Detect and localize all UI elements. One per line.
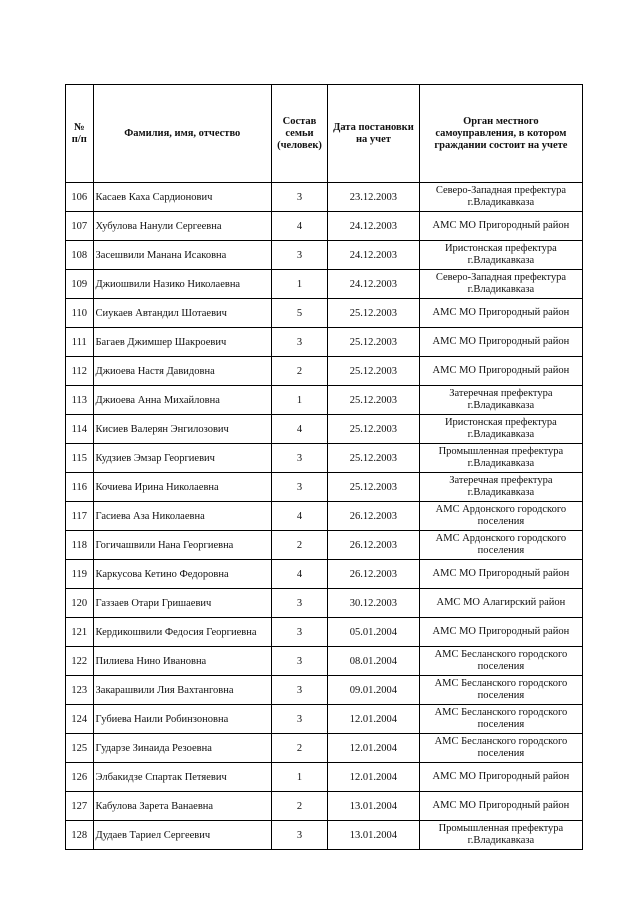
row-registration-date: 25.12.2003	[328, 357, 420, 386]
table-row	[66, 328, 583, 357]
row-full-name: Кудзиев Эмзар Георгиевич	[93, 444, 271, 473]
row-authority: АМС МО Пригородный район	[419, 299, 582, 328]
table-row	[66, 270, 583, 299]
row-authority: АМС Бесланского городского поселения	[419, 676, 582, 705]
row-number: 127	[66, 792, 94, 821]
row-family-size: 2	[271, 734, 327, 763]
table-row	[66, 676, 583, 705]
row-full-name: Джиоева Анна Михайловна	[93, 386, 271, 415]
row-family-size: 3	[271, 618, 327, 647]
row-full-name: Газзаев Отари Гришаевич	[93, 589, 271, 618]
row-family-size: 1	[271, 386, 327, 415]
row-registration-date: 09.01.2004	[328, 676, 420, 705]
row-family-size: 4	[271, 502, 327, 531]
row-registration-date: 25.12.2003	[328, 386, 420, 415]
row-authority: Северо-Западная префектура г.Владикавказа	[419, 270, 582, 299]
table-row	[66, 734, 583, 763]
table-row	[66, 531, 583, 560]
table-row	[66, 241, 583, 270]
row-authority: АМС МО Пригородный район	[419, 357, 582, 386]
table-row	[66, 183, 583, 212]
row-full-name: Гасиева Аза Николаевна	[93, 502, 271, 531]
row-family-size: 2	[271, 357, 327, 386]
row-number: 116	[66, 473, 94, 502]
table-row	[66, 792, 583, 821]
row-registration-date: 24.12.2003	[328, 241, 420, 270]
row-registration-date: 25.12.2003	[328, 444, 420, 473]
row-family-size: 4	[271, 415, 327, 444]
row-full-name: Элбакидзе Спартак Петяевич	[93, 763, 271, 792]
row-authority: Промышленная префектура г.Владикавказа	[419, 444, 582, 473]
row-full-name: Пилиева Нино Ивановна	[93, 647, 271, 676]
row-number: 119	[66, 560, 94, 589]
table-row	[66, 299, 583, 328]
table-row	[66, 444, 583, 473]
table-row	[66, 560, 583, 589]
row-registration-date: 13.01.2004	[328, 792, 420, 821]
row-registration-date: 25.12.2003	[328, 328, 420, 357]
row-full-name: Кердикошвили Федосия Георгиевна	[93, 618, 271, 647]
row-number: 120	[66, 589, 94, 618]
row-authority: Промышленная префектура г.Владикавказа	[419, 821, 582, 850]
row-family-size: 4	[271, 560, 327, 589]
row-full-name: Джиоева Настя Давидовна	[93, 357, 271, 386]
row-authority: АМС МО Пригородный район	[419, 560, 582, 589]
row-full-name: Гогичашвили Нана Георгиевна	[93, 531, 271, 560]
row-registration-date: 13.01.2004	[328, 821, 420, 850]
row-number: 124	[66, 705, 94, 734]
row-authority: АМС МО Пригородный район	[419, 792, 582, 821]
row-family-size: 3	[271, 328, 327, 357]
table-row	[66, 415, 583, 444]
row-full-name: Закарашвили Лия Вахтанговна	[93, 676, 271, 705]
row-family-size: 1	[271, 763, 327, 792]
row-registration-date: 12.01.2004	[328, 734, 420, 763]
row-authority: АМС МО Пригородный район	[419, 618, 582, 647]
table-row	[66, 647, 583, 676]
row-number: 117	[66, 502, 94, 531]
row-registration-date: 25.12.2003	[328, 299, 420, 328]
table-row	[66, 763, 583, 792]
row-number: 110	[66, 299, 94, 328]
row-authority: АМС МО Алагирский район	[419, 589, 582, 618]
row-family-size: 3	[271, 647, 327, 676]
row-family-size: 3	[271, 705, 327, 734]
row-authority: Затеречная префектура г.Владикавказа	[419, 473, 582, 502]
row-registration-date: 26.12.2003	[328, 531, 420, 560]
header-number: № п/п	[66, 85, 94, 183]
row-authority: АМС МО Пригородный район	[419, 212, 582, 241]
row-registration-date: 05.01.2004	[328, 618, 420, 647]
row-authority: Затеречная префектура г.Владикавказа	[419, 386, 582, 415]
row-full-name: Гударзе Зинаида Резоевна	[93, 734, 271, 763]
header-registration-date: Дата постановки на учет	[328, 85, 420, 183]
row-family-size: 2	[271, 792, 327, 821]
row-full-name: Губиева Наили Робинзоновна	[93, 705, 271, 734]
row-registration-date: 30.12.2003	[328, 589, 420, 618]
row-number: 111	[66, 328, 94, 357]
table-row	[66, 821, 583, 850]
row-registration-date: 25.12.2003	[328, 473, 420, 502]
row-full-name: Кисиев Валерян Энгилозович	[93, 415, 271, 444]
row-family-size: 3	[271, 241, 327, 270]
row-authority: АМС Бесланского городского поселения	[419, 705, 582, 734]
row-number: 114	[66, 415, 94, 444]
row-authority: АМС Ардонского городского поселения	[419, 531, 582, 560]
row-number: 126	[66, 763, 94, 792]
row-family-size: 3	[271, 444, 327, 473]
row-family-size: 3	[271, 821, 327, 850]
row-registration-date: 12.01.2004	[328, 763, 420, 792]
row-number: 106	[66, 183, 94, 212]
row-full-name: Кочиева Ирина Николаевна	[93, 473, 271, 502]
row-authority: Иристонская префектура г.Владикавказа	[419, 415, 582, 444]
row-full-name: Джиошвили Назико Николаевна	[93, 270, 271, 299]
row-family-size: 4	[271, 212, 327, 241]
table-row	[66, 212, 583, 241]
row-family-size: 2	[271, 531, 327, 560]
row-authority: АМС МО Пригородный район	[419, 763, 582, 792]
row-registration-date: 12.01.2004	[328, 705, 420, 734]
row-full-name: Каркусова Кетино Федоровна	[93, 560, 271, 589]
row-registration-date: 24.12.2003	[328, 212, 420, 241]
row-full-name: Сиукаев Автандил Шотаевич	[93, 299, 271, 328]
header-authority: Орган местного самоуправления, в котором граждании состоит на учете	[419, 85, 582, 183]
table-row	[66, 502, 583, 531]
row-number: 109	[66, 270, 94, 299]
row-number: 121	[66, 618, 94, 647]
row-number: 123	[66, 676, 94, 705]
header-family-size: Состав семьи (человек)	[271, 85, 327, 183]
row-number: 115	[66, 444, 94, 473]
table-row	[66, 386, 583, 415]
row-number: 108	[66, 241, 94, 270]
row-full-name: Хубулова Нанули Сергеевна	[93, 212, 271, 241]
row-number: 118	[66, 531, 94, 560]
row-full-name: Багаев Джимшер Шакроевич	[93, 328, 271, 357]
row-full-name: Дудаев Тариел Сергеевич	[93, 821, 271, 850]
row-authority: Северо-Западная префектура г.Владикавказа	[419, 183, 582, 212]
row-registration-date: 08.01.2004	[328, 647, 420, 676]
table-row	[66, 357, 583, 386]
row-authority: Иристонская префектура г.Владикавказа	[419, 241, 582, 270]
row-number: 112	[66, 357, 94, 386]
row-family-size: 3	[271, 473, 327, 502]
header-name: Фамилия, имя, отчество	[93, 85, 271, 183]
table-row	[66, 705, 583, 734]
row-authority: АМС Ардонского городского поселения	[419, 502, 582, 531]
row-registration-date: 25.12.2003	[328, 415, 420, 444]
row-family-size: 3	[271, 589, 327, 618]
row-number: 113	[66, 386, 94, 415]
row-number: 128	[66, 821, 94, 850]
row-authority: АМС МО Пригородный район	[419, 328, 582, 357]
row-family-size: 3	[271, 676, 327, 705]
row-family-size: 1	[271, 270, 327, 299]
row-authority: АМС Бесланского городского поселения	[419, 647, 582, 676]
row-registration-date: 24.12.2003	[328, 270, 420, 299]
row-full-name: Кабулова Зарета Ванаевна	[93, 792, 271, 821]
table-row	[66, 618, 583, 647]
registry-table	[65, 84, 583, 850]
row-authority: АМС Бесланского городского поселения	[419, 734, 582, 763]
row-number: 107	[66, 212, 94, 241]
row-registration-date: 26.12.2003	[328, 560, 420, 589]
header-row	[66, 85, 583, 183]
table-row	[66, 589, 583, 618]
row-full-name: Касаев Каха Сардионович	[93, 183, 271, 212]
row-number: 122	[66, 647, 94, 676]
table-row	[66, 473, 583, 502]
row-number: 125	[66, 734, 94, 763]
row-full-name: Засешвили Манана Исаковна	[93, 241, 271, 270]
row-registration-date: 26.12.2003	[328, 502, 420, 531]
row-registration-date: 23.12.2003	[328, 183, 420, 212]
row-family-size: 5	[271, 299, 327, 328]
row-family-size: 3	[271, 183, 327, 212]
